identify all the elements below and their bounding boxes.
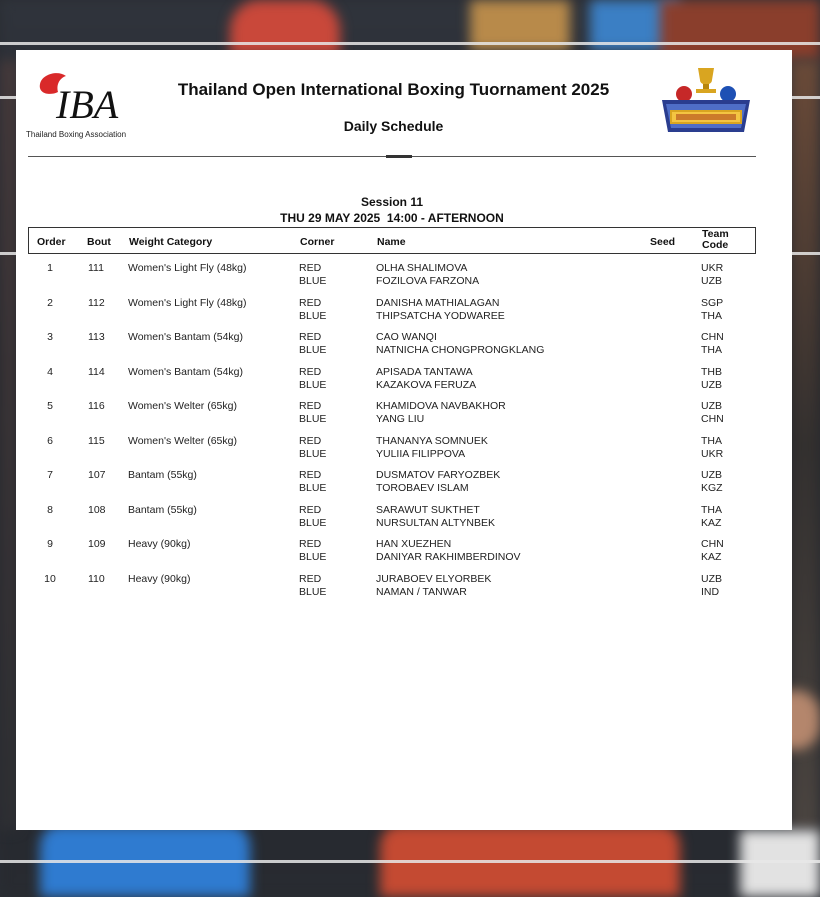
red-boxer-name: DUSMATOV FARYOZBEK <box>376 469 501 481</box>
schedule-subtitle: Daily Schedule <box>343 118 444 134</box>
bout-cell: 110 <box>88 572 105 585</box>
session-name: Session 11 <box>360 195 424 209</box>
col-weight-category: Weight Category <box>129 236 213 248</box>
blue-boxer-name: KAZAKOVA FERUZA <box>376 378 477 391</box>
red-boxer-name: APISADA TANTAWA <box>376 365 473 378</box>
order-cell: 4 <box>47 365 53 378</box>
red-boxer-name: SARAWUT SUKTHET <box>376 503 480 516</box>
bout-cell: 111 <box>88 262 104 274</box>
order-cell: 7 <box>47 469 53 481</box>
bout-cell: 109 <box>88 538 106 550</box>
col-name: Name <box>377 236 406 248</box>
table-header <box>28 227 756 254</box>
col-team-code-line1: Team <box>702 228 729 240</box>
corner-blue: BLUE <box>299 482 327 494</box>
tournament-title: Thailand Open International Boxing Tuornament 2025 <box>177 80 610 99</box>
table-row <box>28 573 756 607</box>
corner-blue: BLUE <box>299 309 327 322</box>
order-cell: 8 <box>47 503 53 516</box>
blue-team-code: CHN <box>701 413 724 425</box>
table-row <box>28 538 756 572</box>
weight-category-cell: Heavy (90kg) <box>128 572 191 585</box>
weight-category-cell: Women's Bantam (54kg) <box>128 331 244 343</box>
table-row <box>28 297 756 331</box>
header-divider-mark <box>386 155 412 158</box>
table-row <box>28 331 756 365</box>
table-row <box>28 366 756 400</box>
corner-red: RED <box>299 331 322 343</box>
bout-cell: 112 <box>88 296 105 309</box>
blue-boxer-name: THIPSATCHA YODWAREE <box>376 309 505 322</box>
corner-red: RED <box>299 434 322 447</box>
corner-blue: BLUE <box>299 344 327 356</box>
blue-team-code: THA <box>701 344 722 356</box>
schedule-sheet <box>16 50 792 830</box>
corner-blue: BLUE <box>299 378 327 391</box>
corner-red: RED <box>299 296 322 309</box>
table-row <box>28 400 756 434</box>
red-team-code: CHN <box>701 331 724 343</box>
corner-blue: BLUE <box>299 585 327 598</box>
weight-category-cell: Heavy (90kg) <box>128 538 191 550</box>
red-team-code: THA <box>701 434 722 447</box>
red-boxer-name: KHAMIDOVA NAVBAKHOR <box>376 400 506 412</box>
weight-category-cell: Women's Light Fly (48kg) <box>128 296 247 309</box>
order-cell: 9 <box>47 538 53 550</box>
red-boxer-name: THANANYA SOMNUEK <box>376 434 488 447</box>
col-corner: Corner <box>300 236 335 248</box>
order-cell: 5 <box>47 400 53 412</box>
blue-boxer-name: DANIYAR RAKHIMBERDINOV <box>376 551 521 563</box>
col-seed: Seed <box>650 236 676 248</box>
col-team-code <box>702 229 729 251</box>
order-cell: 3 <box>47 331 53 343</box>
blue-team-code: KGZ <box>701 482 723 494</box>
corner-blue: BLUE <box>299 275 327 287</box>
red-team-code: UZB <box>701 469 722 481</box>
table-row <box>28 504 756 538</box>
blue-boxer-name: FOZILOVA FARZONA <box>376 275 480 287</box>
blue-team-code: THA <box>701 309 722 322</box>
blue-team-code: IND <box>701 585 720 598</box>
boxing-event-badge <box>656 66 756 141</box>
red-team-code: THA <box>701 503 722 516</box>
corner-blue: BLUE <box>299 447 327 460</box>
bout-cell: 116 <box>88 400 105 412</box>
blue-team-code: KAZ <box>701 516 722 529</box>
col-bout: Bout <box>87 236 111 248</box>
corner-red: RED <box>299 469 322 481</box>
blue-boxer-name: YANG LIU <box>376 413 425 425</box>
col-order: Order <box>37 236 66 248</box>
col-team-code-line2: Code <box>702 239 729 251</box>
red-team-code: SGP <box>701 296 724 309</box>
corner-red: RED <box>299 400 322 412</box>
blue-boxer-name: TOROBAEV ISLAM <box>376 482 469 494</box>
corner-blue: BLUE <box>299 413 327 425</box>
order-cell: 2 <box>47 296 53 309</box>
red-boxer-name: OLHA SHALIMOVA <box>376 262 468 274</box>
bout-cell: 115 <box>88 434 105 447</box>
corner-red: RED <box>299 365 322 378</box>
corner-blue: BLUE <box>299 551 327 563</box>
red-team-code: UZB <box>701 400 722 412</box>
bout-cell: 107 <box>88 469 106 481</box>
red-boxer-name: JURABOEV ELYORBEK <box>376 572 492 585</box>
bout-cell: 113 <box>88 331 105 343</box>
table-row <box>28 262 756 296</box>
table-row <box>28 469 756 503</box>
order-cell: 6 <box>47 434 53 447</box>
weight-category-cell: Women's Light Fly (48kg) <box>128 262 247 274</box>
order-cell: 10 <box>44 572 56 585</box>
bout-cell: 108 <box>88 503 106 516</box>
red-team-code: UZB <box>701 572 722 585</box>
red-team-code: THB <box>701 365 722 378</box>
blue-boxer-name: NATNICHA CHONGPRONGKLANG <box>376 344 545 356</box>
corner-red: RED <box>299 572 322 585</box>
corner-blue: BLUE <box>299 516 327 529</box>
corner-red: RED <box>299 262 322 274</box>
corner-red: RED <box>299 538 322 550</box>
blue-boxer-name: NAMAN / TANWAR <box>376 585 467 598</box>
weight-category-cell: Bantam (55kg) <box>128 503 197 516</box>
blue-team-code: KAZ <box>701 551 722 563</box>
logo-caption: Thailand Boxing Association <box>26 130 127 139</box>
red-team-code: CHN <box>701 538 724 550</box>
session-datetime: THU 29 MAY 2025 14:00 - AFTERNOON <box>280 211 504 225</box>
weight-category-cell: Bantam (55kg) <box>128 469 197 481</box>
blue-team-code: UKR <box>701 447 724 460</box>
red-boxer-name: DANISHA MATHIALAGAN <box>376 296 500 309</box>
bout-cell: 114 <box>88 365 105 378</box>
blue-boxer-name: NURSULTAN ALTYNBEK <box>376 516 496 529</box>
red-boxer-name: HAN XUEZHEN <box>376 538 452 550</box>
red-team-code: UKR <box>701 262 724 274</box>
blue-team-code: UZB <box>701 378 722 391</box>
svg-text:IBA: IBA <box>56 82 119 127</box>
weight-category-cell: Women's Bantam (54kg) <box>128 365 244 378</box>
table-row <box>28 435 756 469</box>
blue-team-code: UZB <box>701 275 722 287</box>
weight-category-cell: Women's Welter (65kg) <box>128 400 237 412</box>
weight-category-cell: Women's Welter (65kg) <box>128 434 237 447</box>
corner-red: RED <box>299 503 322 516</box>
order-cell: 1 <box>47 262 53 274</box>
blue-boxer-name: YULIIA FILIPPOVA <box>376 447 466 460</box>
red-boxer-name: CAO WANQI <box>376 331 437 343</box>
